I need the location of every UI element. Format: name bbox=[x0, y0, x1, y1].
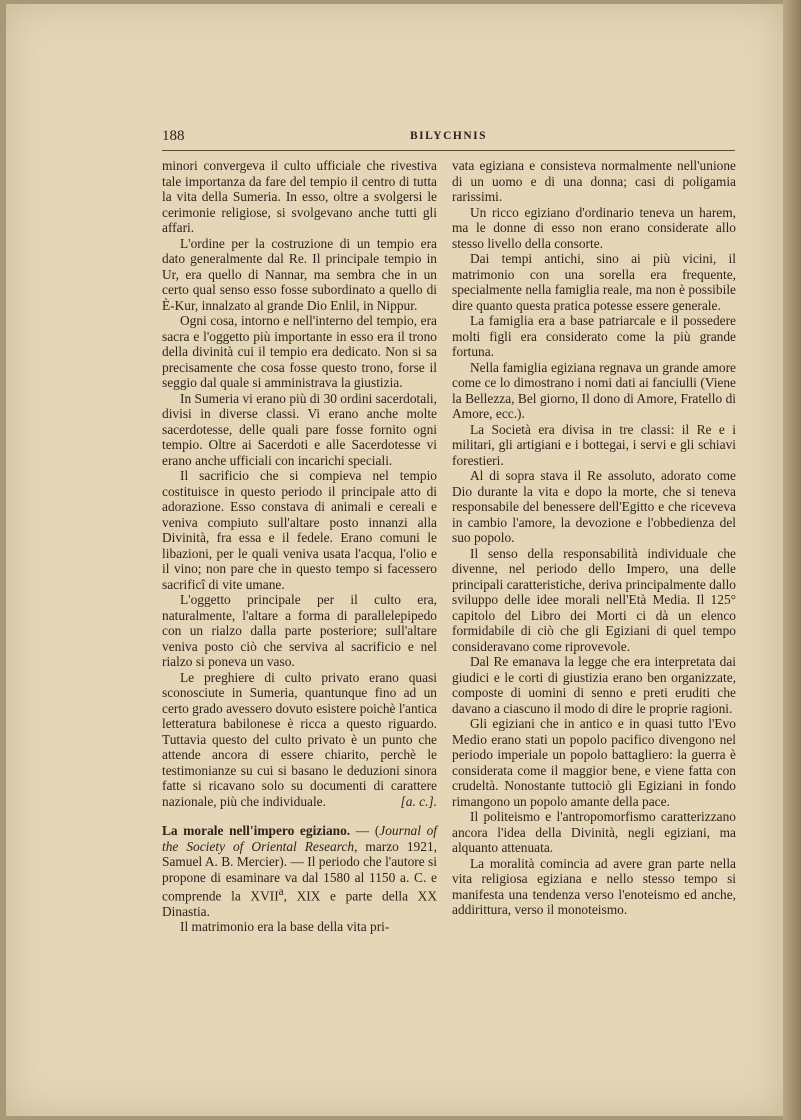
paragraph: Dai tempi antichi, sino ai più vicini, il matrimonio con una sorella era frequente, specialmente nella famiglia reale, ma non è possibile dire quanto questa pratica potesse essere generale. bbox=[452, 251, 736, 313]
paragraph: L'ordine per la costruzione di un tempio era dato generalmente dal Re. Il principale tempio in Ur, era quello di Nannar, ma sembra che in un certo qual senso esso fosse subordinato a quello di È-Kur, innalzato al grande Dio Enlil, in Nippur. bbox=[162, 235, 437, 313]
paragraph: Un ricco egiziano d'ordinario teneva un harem, ma le donne di esso non erano considerate allo stesso livello della consorte. bbox=[452, 204, 736, 251]
page-header bbox=[162, 128, 735, 148]
page-edge bbox=[783, 0, 801, 1120]
paragraph: L'oggetto principale per il culto era, naturalmente, l'altare a forma di parallelepipedo con un rialzo dalla parte posteriore; sull'altare veniva posto ciò che serviva al sacrificio e nel rialzo si poneva un vaso. bbox=[162, 592, 437, 669]
paragraph: Al di sopra stava il Re assoluto, adorato come Dio durante la vita e dopo la morte, che si teneva responsabile del benessere dell'Egitto e che riceveva in cambio l'amore, la devozione e l'obbedienza del suo popolo. bbox=[452, 468, 736, 545]
right-column bbox=[452, 158, 736, 918]
paragraph: minori convergeva il culto ufficiale che rivestiva tale importanza da fare del tempio il centro di tutta la vita della Sumeria. In esso, oltre a svolgersi le cerimonie religiose, si svolgevano anche tutti gli affari. bbox=[162, 158, 437, 235]
review-sup: a bbox=[278, 886, 284, 898]
paragraph: Il senso della responsabilità individuale che divenne, nel periodo dello Impero, una delle principali caratteristiche, deriva principalmente dallo sviluppo delle idee morali nell'Età Media. Il 125° capitolo del Libro dei Morti ci dà un elenco formidabile di ciò che gli Egiziani di quel tempo consideravano come riprovevole. bbox=[452, 545, 736, 654]
author-signature: [a. c.]. bbox=[400, 793, 437, 809]
running-title: BILYCHNIS bbox=[410, 130, 487, 142]
review-citation-end: , XIX e parte della XX Dinastia. bbox=[162, 888, 437, 919]
review-journal: Journal of the Society of Oriental Research, bbox=[162, 823, 437, 854]
paragraph: vata egiziana e consisteva normalmente nell'unione di un uomo e di una donna; casi di poligamia rarissimi. bbox=[452, 158, 736, 204]
paragraph: In Sumeria vi erano più di 30 ordini sacerdotali, divisi in diverse classi. Vi erano anche molte sacerdotesse, delle quali pare fosse fornito ogni tempio. Oltre ai Sacerdoti e alle Sacerdotesse vi erano anche ufficiali con incarichi speciali. bbox=[162, 390, 437, 468]
review-paragraph bbox=[162, 823, 437, 919]
paragraph-text: Le preghiere di culto privato erano quasi sconosciute in Sumeria, quantunque fino ad un certo grado avessero dovuto esistere poichè l'antica letteratura babilonese è ricca a questo riguardo. Tuttavia questo del culto privato è un punto che attende ancora di essere chiarito, perchè le testimonianze su cui si basano le deduzioni sinora fatte si ricavano solo su documenti di carattere nazionale, più che individuale. bbox=[162, 669, 437, 809]
review-dash: — ( bbox=[350, 823, 380, 838]
page-number: 188 bbox=[162, 128, 185, 144]
paragraph: La famiglia era a base patriarcale e il possedere molti figli era considerato come la più grande fortuna. bbox=[452, 313, 736, 359]
paragraph bbox=[162, 670, 437, 810]
paragraph: La moralità comincia ad avere gran parte nella vita religiosa egiziana e nello stesso tempo si manifesta una tendenza verso l'enoteismo ed anche, addirittura, verso il monoteismo. bbox=[452, 855, 736, 917]
review-title: La morale nell'impero egiziano. bbox=[162, 823, 351, 838]
header-rule bbox=[162, 150, 735, 151]
paragraph: Ogni cosa, intorno e nell'interno del tempio, era sacra e l'oggetto più importante in esso era il trono della divinità cui il tempio era dedicato. Non si sa precisamente che cosa fosse questo trono, forse il seggio dal quale si amministrava la giustizia. bbox=[162, 313, 437, 390]
paragraph: La Società era divisa in tre classi: il Re e i militari, gli artigiani e i bottegai, i servi e gli schiavi forestieri. bbox=[452, 421, 736, 468]
paragraph: Nella famiglia egiziana regnava un grande amore come ce lo dimostrano i nomi dati ai fanciulli (Viene la Bellezza, Bel giorno, Il dono di Amore, Fratello di Amore, ecc.). bbox=[452, 359, 736, 421]
paragraph: Gli egiziani che in antico e in quasi tutto l'Evo Medio erano stati un popolo pacifico divengono nel periodo imperiale un popolo battagliero: la guerra è considerata come il maggior bene, e viene fatta con crudeltà. Nonostante tuttociò gli Egiziani in fondo rimangono un popolo amante della pace. bbox=[452, 716, 736, 809]
review-citation: marzo 1921, Samuel A. B. Mercier). — Il periodo che l'autore si propone di esaminare va dal 1580 al 1150 a. C. e comprende la XVII bbox=[162, 838, 437, 904]
paragraph: Dal Re emanava la legge che era interpretata dai giudici e le corti di giustizia erano ben organizzate, composte di uomini di senno e preti eruditi che davano a ciascuno il modo di dire le proprie ragioni. bbox=[452, 654, 736, 716]
left-column bbox=[162, 158, 437, 935]
paragraph: Il matrimonio era la base della vita pri- bbox=[180, 919, 390, 935]
paragraph: Il sacrificio che si compieva nel tempio costituisce in questo periodo il principale atto di adorazione. Esso constava di animali e cereali e veniva compiuto sull'altare posto innanzi alla Divinità, fra essa e il fedele. Erano comuni le libazioni, per le quali veniva usata l'acqua, l'olio e il vino; non pare che in questo tempo si facessero sacrificî di vite umane. bbox=[162, 468, 437, 592]
paragraph: Il politeismo e l'antropomorfismo caratterizzano ancora l'idea della Divinità, negli egiziani, ma alquanto attenuata. bbox=[452, 809, 736, 855]
